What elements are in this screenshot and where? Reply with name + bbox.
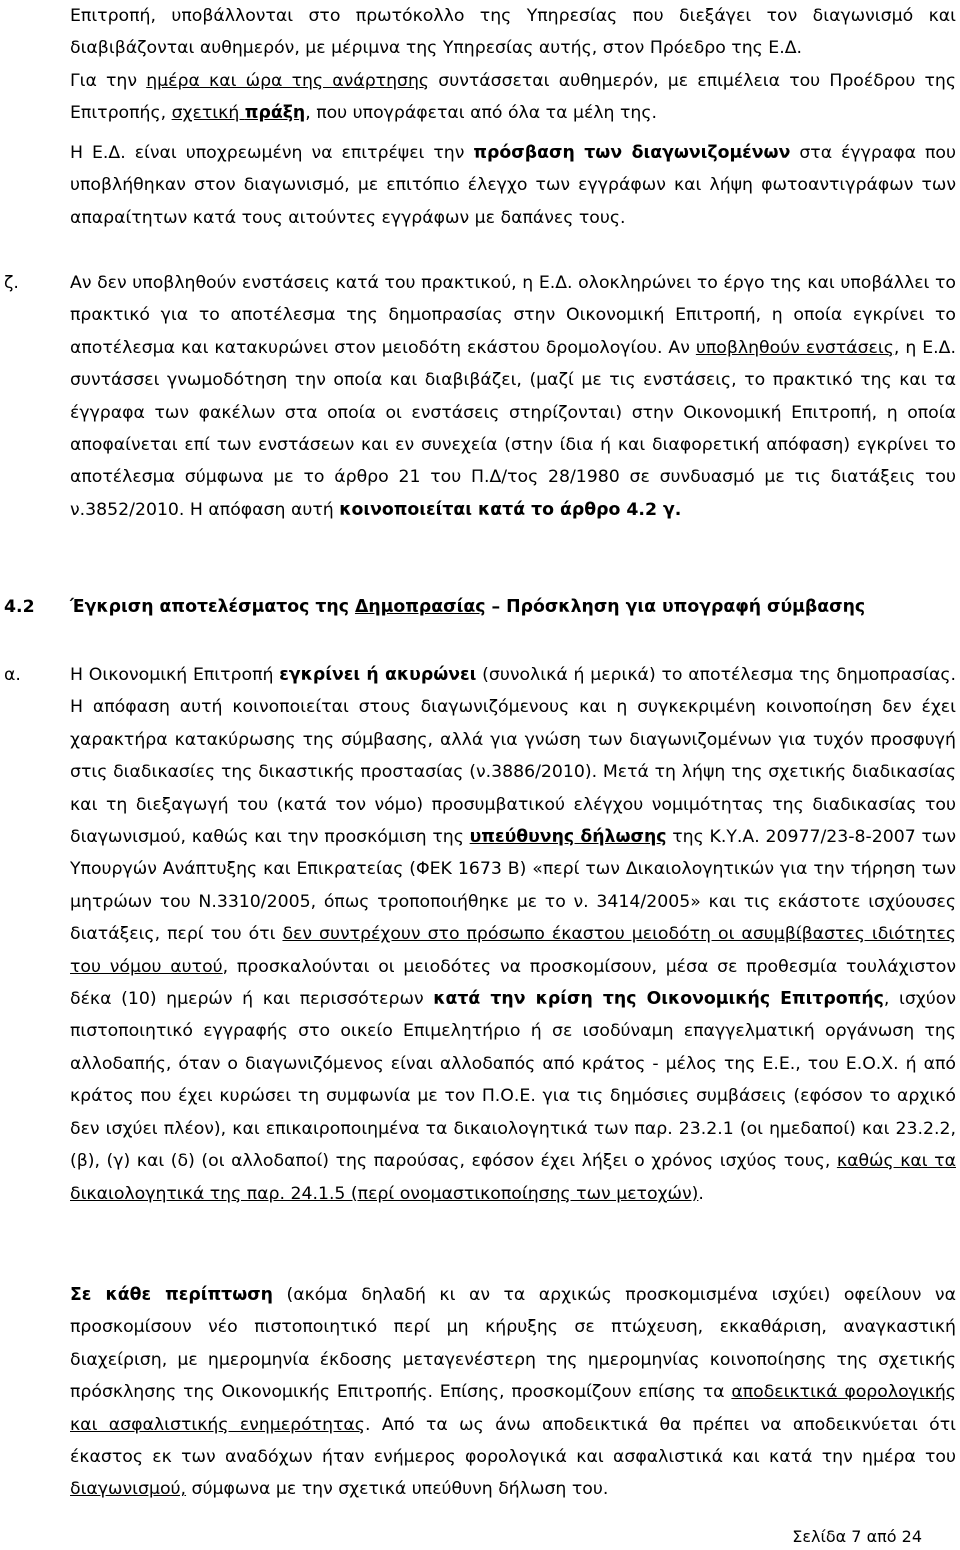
text-run: , που υπογράφεται από όλα τα μέλη της. [305,103,657,124]
text-run: (ακόμα δηλαδή κι αν τα αρχικώς προσκομισμένα ισχύει) οφείλουν να προσκομίσουν νέο πιστοποιητικό περί μη κήρυξης σε πτώχευση, εκκαθάριση, αναγκαστική διαχείριση, με ημερομηνία έκδοσης μεταγενέστερη της ημερομηνίας κοινοποίησης της σχετικής πρόσκλησης της Οικονομικής Επιτροπής. Επίσης, προσκομίζουν επίσης τα [70,1285,956,1403]
heading-text: – Πρόσκληση για υπογραφή σύμβασης [485,597,866,617]
text-run: , ισχύον πιστοποιητικό εγγραφής στο οικείο Επιμελητήριο ή σε ισοδύναμη επαγγελματική οργάνωση της αλλοδαπής, όταν ο διαγωνιζόμενος είναι αλλοδαπός από κράτος - μέλος της Ε.Ε., του Ε.Ο.Χ. ή από κράτος που έχει κυρώσει τη συμφωνία με τον Π.Ο.Ε. για τις δημόσιες συμβάσεις (εφόσον το αρχικό δεν ισχύει πλέον), και επικαιροποιημένα τα δικαιολογητικά των παρ. 23.2.1 (οι ημεδαποί) και 23.2.2, (β), (γ) και (δ) (οι αλλοδαποί) της παρούσας, εφόσον έχει λήξει ο χρόνος ισχύος τους, [70,989,956,1172]
text-run: Αν δεν υποβληθούν ενστάσεις κατά του πρακτικού, η Ε.Δ. ολοκληρώνει το έργο της και υποβάλλει το πρακτικό για το αποτέλεσμα της δημοπρασίας στην Οικονομική Επιτροπή, η οποία εγκρίνει το αποτέλεσμα και κατακυρώνει στον μειοδότη εκάστου δρομολογίου. Αν [70,273,956,358]
page-footer [792,1526,922,1548]
footer-page-total: 24 [901,1527,922,1546]
text-run: . [698,1183,704,1204]
text-run: της Κ.Υ.Α. 20977/23-8-2007 των Υπουργών Ανάπτυξης και Επικρατείας (ΦΕΚ 1673 Β) «περί των Δικαιολογητικών για την τήρηση των μητρώων του Ν.3310/2005, όπως τροποποιήθηκε με το ν. 3414/2005» και τις εκάστοτε ισχύουσες διατάξεις, περί του ότι [70,827,956,945]
section-number: 4.2 [4,597,35,617]
item-a-paragraph [70,659,956,1210]
text-run: , η Ε.Δ. συντάσσει γνωμοδότηση την οποία και διαβιβάζει, (μαζί με τις ενστάσεις, το πρακτικό της και τα έγγραφα των φακέλων στα οποία οι ενστάσεις στηρίζονται) στην Οικονομική Επιτροπή, η οποία αποφαίνεται επί των ενστάσεων και εν συνεχεία (στην ίδια ή και διαφορετική απόφαση) εγκρίνει το αποτέλεσμα σύμφωνα με το άρθρο 21 του Π.Δ/τος 28/1980 σε συνδυασμό με τις διατάξεις του ν.3852/2010. Η απόφαση αυτή [70,337,956,520]
underlined-text: ημέρα και ώρα της ανάρτησης [146,71,430,91]
text-run: , προσκαλούνται οι μειοδότες να προσκομίσουν, μέσα σε προθεσμία τουλάχιστον δέκα (10) ημερών ή και περισσότερων [70,956,956,1010]
text-run: συντάσσεται αυθημερόν, με επιμέλεια του Προέδρου της Επιτροπής, [70,71,956,124]
intro-text: Επιτροπή, υποβάλλονται στο πρωτόκολλο της Υπηρεσίας που διεξάγει τον διαγωνισμό και διαβιβάζονται αυθημερόν, με μέριμνα της Υπηρεσίας αυτής, στον Πρόεδρο της Ε.Δ. [70,6,956,59]
underlined-text: αποδεικτικά φορολογικής και ασφαλιστικής ενημερότητας [70,1382,956,1435]
footer-page-word: Σελίδα [792,1527,847,1546]
intro-paragraph-2 [70,65,956,130]
footer-page-number: 7 [851,1527,862,1546]
underlined-text: σχετική [171,103,245,124]
bold-text: Σε κάθε περίπτωση [70,1285,273,1305]
underlined-text: δεν συντρέχουν στο πρόσωπο έκαστου μειοδότη οι ασυμβίβαστες ιδιότητες του νόμου αυτού [70,924,956,977]
heading-text: Έγκριση αποτελέσματος της [70,597,355,617]
intro-paragraph-1 [70,0,956,65]
underlined-text: διαγωνισμού, [70,1479,187,1500]
item-z-label: ζ. [4,273,19,293]
bold-text: εγκρίνει ή ακυρώνει [279,665,477,685]
text-run: στα έγγραφα που υποβλήθηκαν στον διαγωνισμό, με επιτόπιο έλεγχο των εγγράφων και λήψη φωτοαντιγράφων των απαραίτητων κατά τους αιτούντες εγγράφων με δαπάνες τους. [70,143,957,228]
footer-separator: από [866,1527,897,1546]
bold-text: κατά την κρίση της Οικονομικής Επιτροπής [433,989,884,1010]
section-heading [70,591,956,623]
final-paragraph [70,1279,956,1506]
bold-underlined-text: πράξη [244,103,306,124]
underlined-text: καθώς και τα δικαιολογητικά της παρ. 24.1.5 (περί ονομαστικοποίησης των μετοχών) [70,1151,956,1204]
text-run: Για την [70,71,147,91]
text-run: (συνολικά ή μερικά) το αποτέλεσμα της δημοπρασίας. Η απόφαση αυτή κοινοποιείται στους διαγωνιζόμενους και η συγκεκριμένη κοινοποίηση δεν έχει χαρακτήρα κατακύρωσης της σύμβασης, αλλά για γνώση των διαγωνιζομένων για τυχόν προσφυγή στις διαδικασίες της δικαστικής προστασίας (ν.3886/2010). Μετά τη λήψη της σχετικής διαδικασίας και τη διεξαγωγή του (κατά τον νόμο) προσυμβατικού ελέγχου νομιμότητας της διαδικασίας του διαγωνισμού, καθώς και την προσκόμιση της [70,665,956,848]
text-run: σύμφωνα με την σχετικά υπεύθυνη δήλωση του. [186,1479,609,1500]
bold-text: κοινοποιείται κατά το άρθρο 4.2 γ. [339,499,682,520]
text-run: Η Ε.Δ. είναι υποχρεωμένη να επιτρέψει την [70,143,474,163]
bold-text: πρόσβαση των διαγωνιζομένων [473,143,791,163]
intro-paragraph-3 [70,137,956,234]
underlined-text: υποβληθούν ενστάσεις [695,337,894,358]
bold-underlined-text: υπεύθυνης δήλωσης [469,827,667,848]
heading-underlined-text: Δημοπρασίας [354,597,486,617]
item-z-paragraph [70,267,956,526]
text-run: . Από τα ως άνω αποδεικτικά θα πρέπει να αποδεικνύεται ότι έκαστος εκ των αναδόχων ήταν ενήμερος φορολογικά και ασφαλιστικά και κατά την ημέρα του [70,1414,957,1468]
text-run: Η Οικονομική Επιτροπή [70,665,280,685]
item-a-label: α. [4,665,21,685]
